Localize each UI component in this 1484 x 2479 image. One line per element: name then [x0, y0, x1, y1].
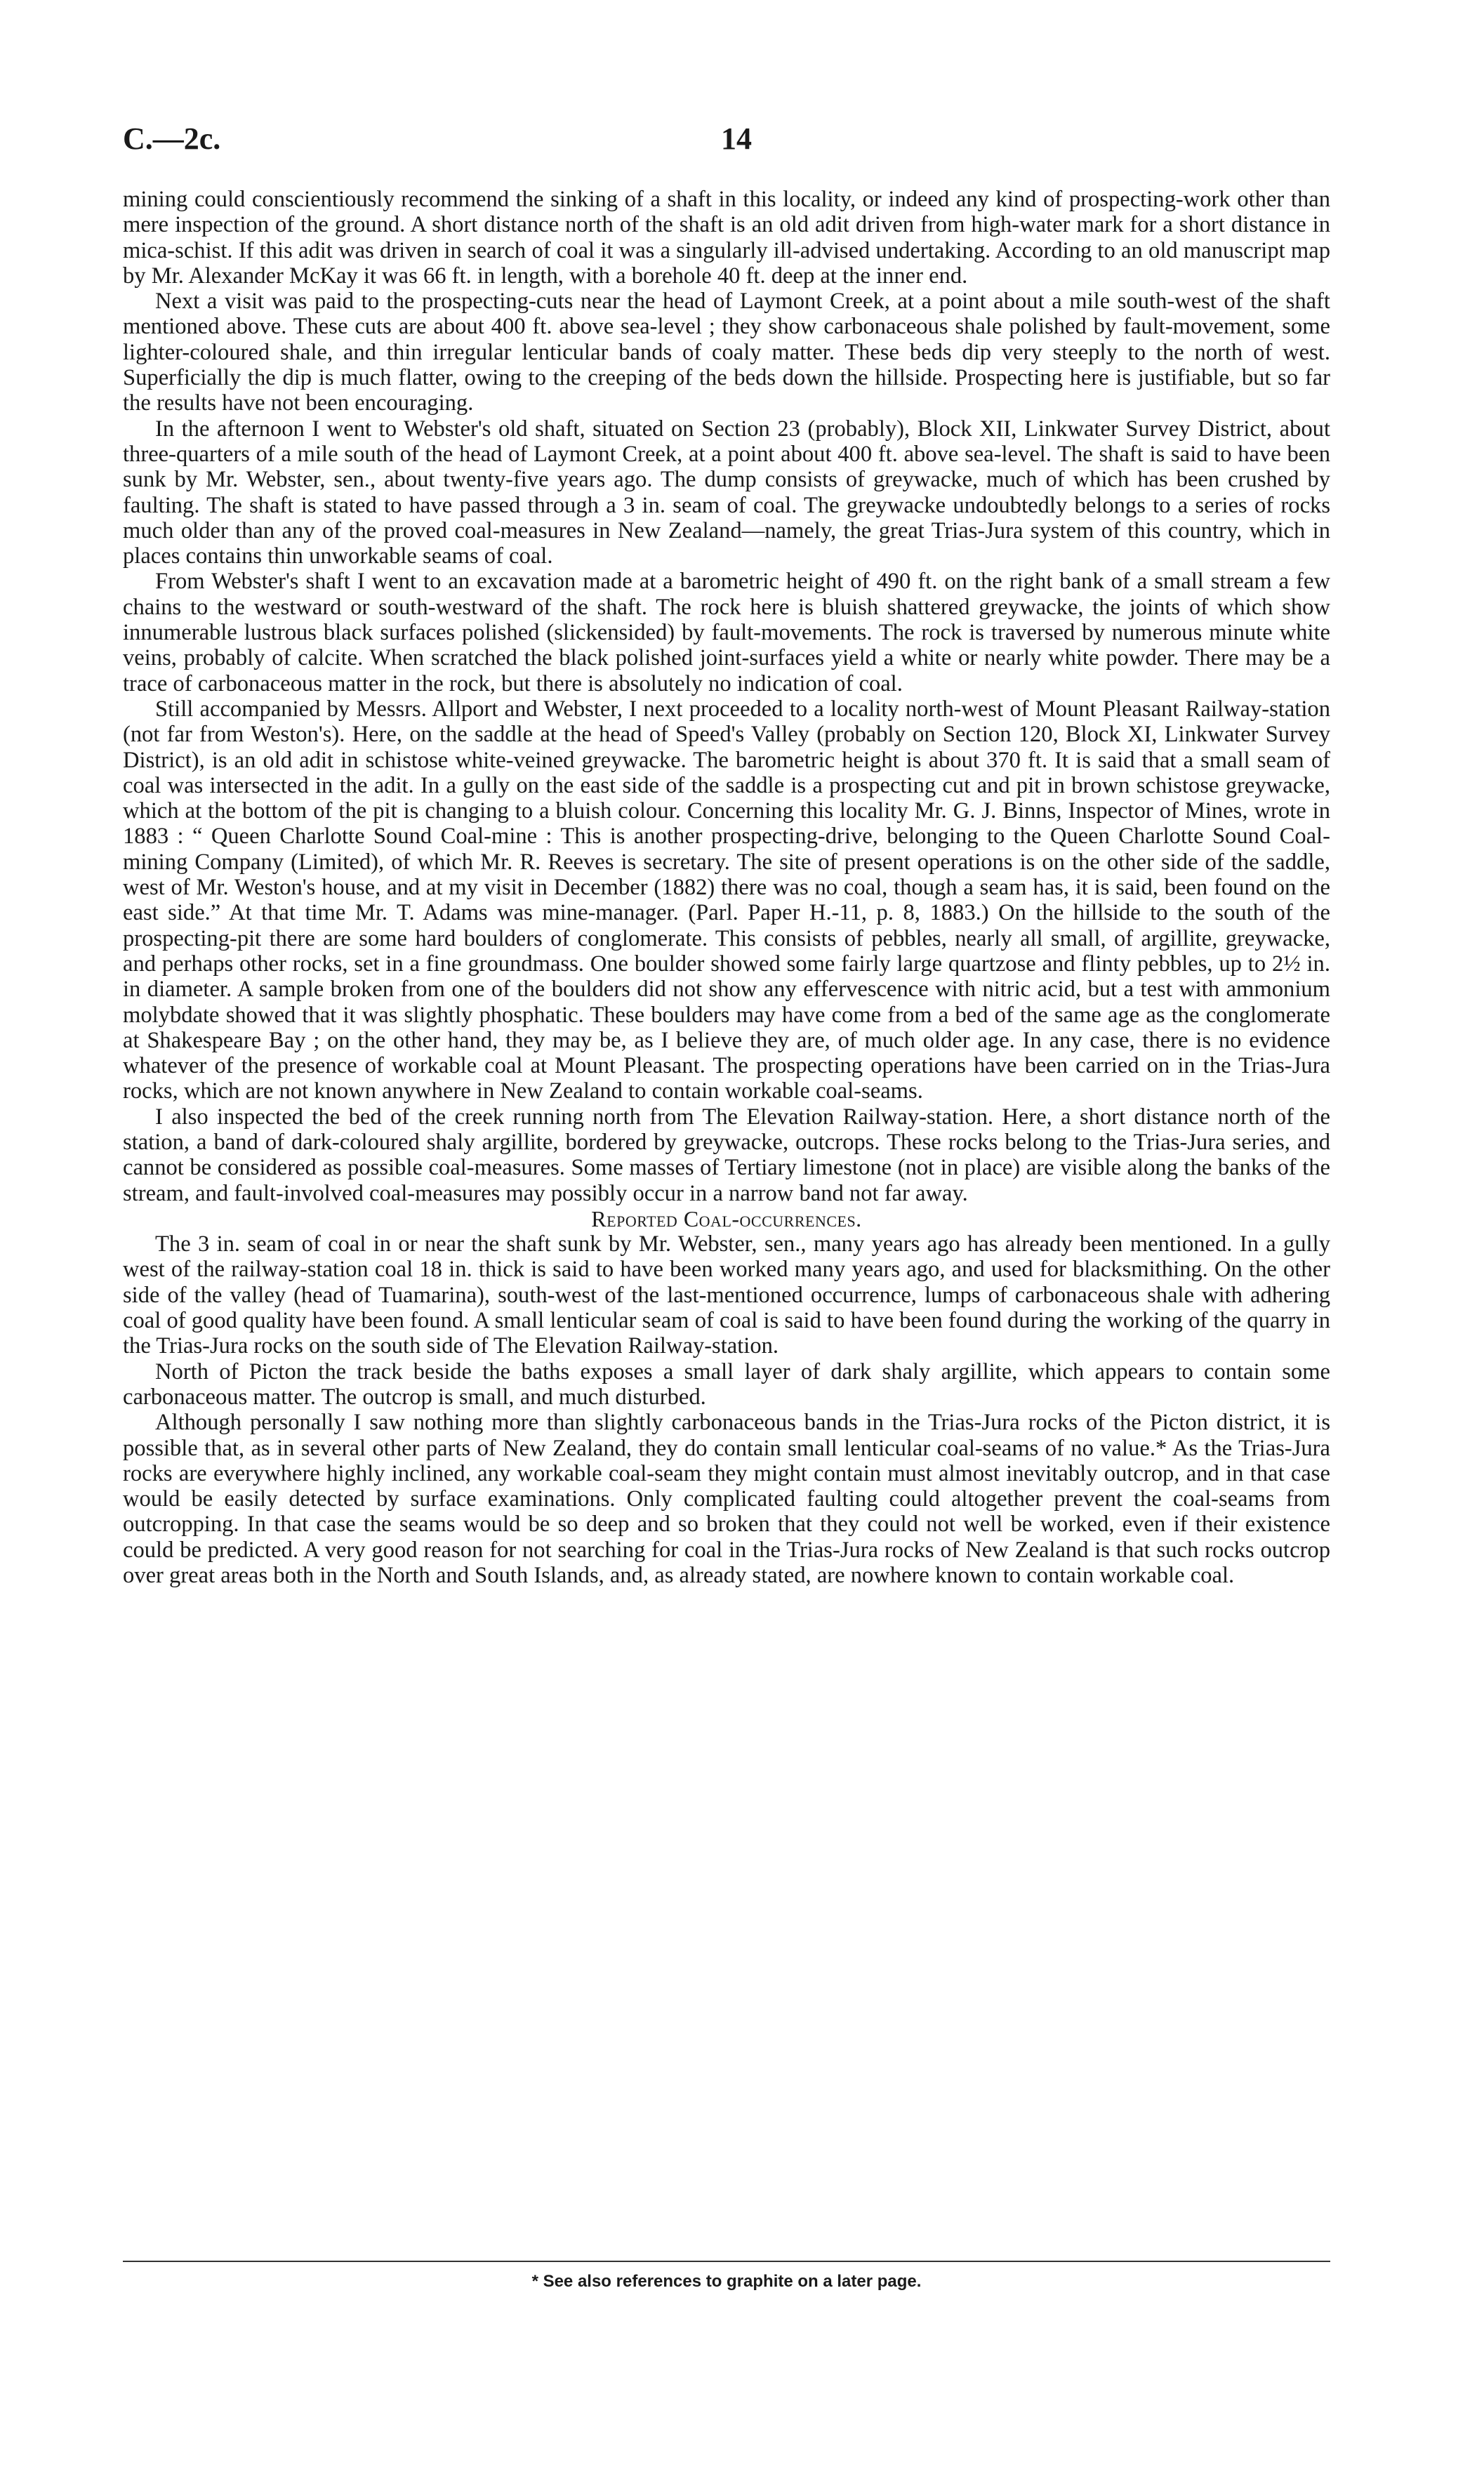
paragraph: North of Picton the track beside the baths exposes a small layer of dark shaly argillite, which appears to contain some carbonaceous matter. The outcrop is small, and much disturbed.	[123, 1359, 1330, 1410]
body-text	[123, 187, 1330, 1588]
section-heading: Reported Coal-occurrences.	[591, 1205, 862, 1231]
footnote-divider	[123, 2261, 1330, 2262]
paragraph: From Webster's shaft I went to an excavation made at a barometric height of 490 ft. on the right bank of a small stream a few chains to the westward or south-westward of the shaft. The rock here is bluish shattered greywacke, the joints of which show innumerable lustrous black surfaces polished (slickensided) by fault-movements. The rock is traversed by numerous minute white veins, probably of calcite. When scratched the black polished joint-surfaces yield a white or nearly white powder. There may be a trace of carbonaceous matter in the rock, but there is absolutely no indication of coal.	[123, 569, 1330, 696]
document-code: C.—2c.	[123, 121, 221, 156]
page-number: 14	[721, 121, 752, 156]
paragraph: I also inspected the bed of the creek running north from The Elevation Railway-station. Here, a short distance north of the station, a band of dark-coloured shaly argillite, bordered by greywacke, outcrops. These rocks belong to the Trias-Jura series, and cannot be considered as possible coal-measures. Some masses of Tertiary limestone (not in place) are visible along the banks of the stream, and fault-involved coal-measures may possibly occur in a narrow band not far away.	[123, 1104, 1330, 1206]
paragraph: Next a visit was paid to the prospecting-cuts near the head of Laymont Creek, at a point about a mile south-west of the shaft mentioned above. These cuts are about 400 ft. above sea-level ; they show carbonaceous shale polished by fault-movement, some lighter-coloured shale, and thin irregular lenticular bands of coaly matter. These beds dip very steeply to the north of west. Superficially the dip is much flatter, owing to the creeping of the beds down the hillside. Prospecting here is justifiable, but so far the results have not been encouraging.	[123, 289, 1330, 416]
paragraph: The 3 in. seam of coal in or near the shaft sunk by Mr. Webster, sen., many years ago has already been mentioned. In a gully west of the railway-station coal 18 in. thick is said to have been worked many years ago, and used for blacksmithing. On the other side of the valley (head of Tuamarina), south-west of the last-mentioned occurrence, lumps of carbonaceous shale with adhering coal of good quality have been found. A small lenticular seam of coal is said to have been found during the working of the quarry in the Trias-Jura rocks on the south side of The Elevation Railway-station.	[123, 1231, 1330, 1359]
paragraph: In the afternoon I went to Webster's old shaft, situated on Section 23 (probably), Block XII, Linkwater Survey District, about three-quarters of a mile south of the head of Laymont Creek, at a point about 400 ft. above sea-level. The shaft is said to have been sunk by Mr. Webster, sen., about twenty-five years ago. The dump consists of greywacke, much of which has been crushed by faulting. The shaft is stated to have passed through a 3 in. seam of coal. The greywacke undoubtedly belongs to a series of rocks much older than any of the proved coal-measures in New Zealand—namely, the great Trias-Jura system of this country, which in places contains thin unworkable seams of coal.	[123, 416, 1330, 569]
footnote: * See also references to graphite on a later page.	[531, 2272, 922, 2291]
paragraph: Although personally I saw nothing more than slightly carbonaceous bands in the Trias-Jura rocks of the Picton district, it is possible that, as in several other parts of New Zealand, they do contain small lenticular coal-seams of no value.* As the Trias-Jura rocks are everywhere highly inclined, any workable coal-seam they might contain must almost inevitably outcrop, and in that case would be easily detected by surface examinations. Only complicated faulting could altogether prevent the coal-seams from outcropping. In that case the seams would be so deep and so broken that they could not well be worked, even if their existence could be predicted. A very good reason for not searching for coal in the Trias-Jura rocks of New Zealand is that such rocks outcrop over great areas both in the North and South Islands, and, as already stated, are nowhere known to contain workable coal.	[123, 1410, 1330, 1589]
page-header	[123, 121, 1330, 163]
paragraph: Still accompanied by Messrs. Allport and Webster, I next proceeded to a locality north-west of Mount Pleasant Railway-station (not far from Weston's). Here, on the saddle at the head of Speed's Valley (probably on Section 120, Block XI, Linkwater Survey District), is an old adit in schistose white-veined greywacke. The barometric height is about 370 ft. It is said that a small seam of coal was intersected in the adit. In a gully on the east side of the saddle is a prospecting cut and pit in brown schistose greywacke, which at the bottom of the pit is changing to a bluish colour. Concerning this locality Mr. G. J. Binns, Inspector of Mines, wrote in 1883 : “ Queen Charlotte Sound Coal-mine : This is another prospecting-drive, belonging to the Queen Charlotte Sound Coal-mining Company (Limited), of which Mr. R. Reeves is secretary. The site of present operations is on the other side of the saddle, west of Mr. Weston's house, and at my visit in December (1882) there was no coal, though a seam has, it is said, been found on the east side.” At that time Mr. T. Adams was mine-manager. (Parl. Paper H.-11, p. 8, 1883.) On the hillside to the south of the prospecting-pit there are some hard boulders of conglomerate. This consists of pebbles, nearly all small, of argillite, greywacke, and perhaps other rocks, set in a fine groundmass. One boulder showed some fairly large quartzose and flinty pebbles, up to 2½ in. in diameter. A sample broken from one of the boulders did not show any effervescence with nitric acid, but a test with ammonium molybdate showed that it was slightly phosphatic. These boulders may have come from a bed of the same age as the conglomerate at Shakespeare Bay ; on the other hand, they may be, as I believe they are, of much older age. In any case, there is no evidence whatever of the presence of workable coal at Mount Pleasant. The prospecting operations have been carried on in the Trias-Jura rocks, which are not known anywhere in New Zealand to contain workable coal-seams.	[123, 696, 1330, 1104]
paragraph: mining could conscientiously recommend the sinking of a shaft in this locality, or indeed any kind of prospecting-work other than mere inspection of the ground. A short distance north of the shaft is an old adit driven from high-water mark for a short distance in mica-schist. If this adit was driven in search of coal it was a singularly ill-advised undertaking. According to an old manuscript map by Mr. Alexander McKay it was 66 ft. in length, with a borehole 40 ft. deep at the inner end.	[123, 187, 1330, 289]
